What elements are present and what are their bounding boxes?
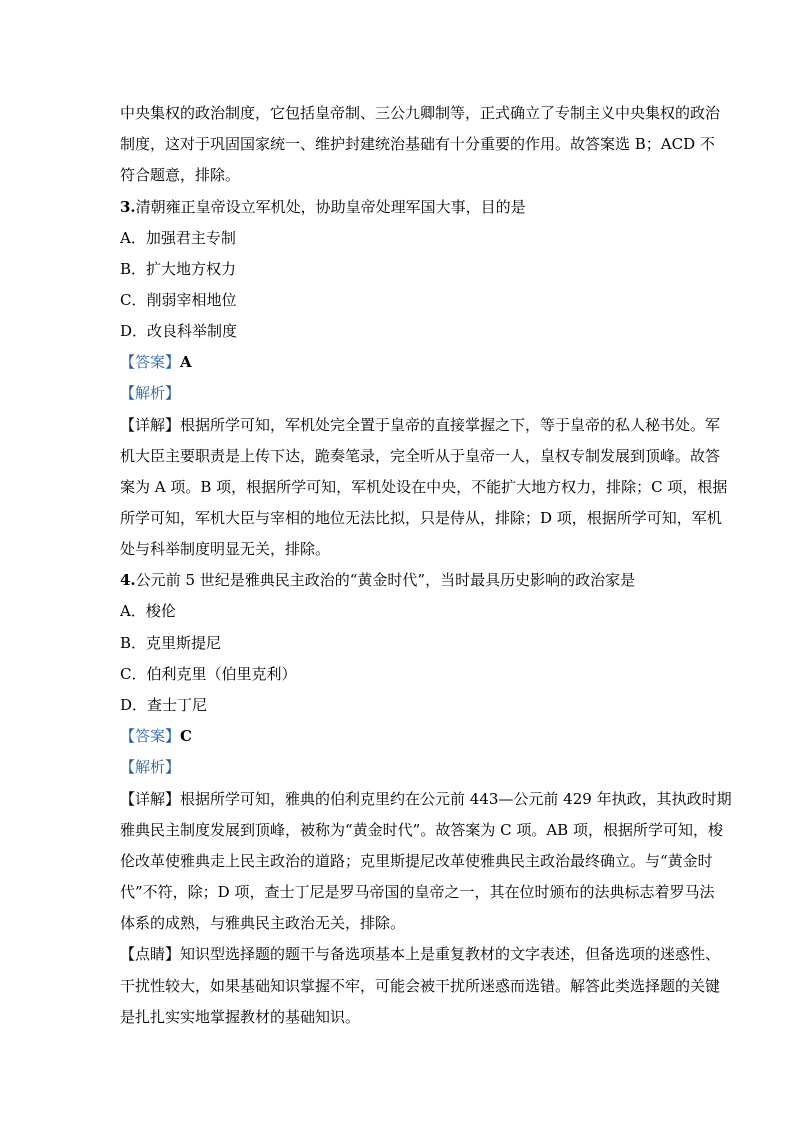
answer-tag: 【答案】 <box>120 353 181 371</box>
tip-tag: 【点睛】 <box>120 945 181 963</box>
option-c: C．削弱宰相地位 <box>120 291 237 309</box>
answer-line <box>120 352 676 372</box>
intro-line: 符合题意，排除。 <box>120 166 241 184</box>
answer-value: C <box>180 727 192 745</box>
intro-line: 制度，这对于巩固国家统一、维护封建统治基础有十分重要的作用。故答案选 B；ACD 不 <box>120 135 715 153</box>
question-text: 公元前 5 世纪是雅典民主政治的“黄金时代”，当时最具历史影响的政治家是 <box>135 571 636 589</box>
detail-tag: 【详解】 <box>120 416 181 434</box>
option-b: B．克里斯提尼 <box>120 634 222 652</box>
option-a: A．梭伦 <box>120 602 176 620</box>
detail-line <box>120 415 721 435</box>
detail-line: 所学可知，军机大臣与宰相的地位无法比拟，只是侍从，排除；D 项，根据所学可知，军机 <box>120 509 722 527</box>
question-number: 4. <box>120 571 136 589</box>
detail-line: 代”不符，除；D 项，查士丁尼是罗马帝国的皇帝之一，其在位时颁布的法典标志着罗马法 <box>120 883 715 901</box>
question-4-stem <box>120 570 676 590</box>
option-d: D．改良科举制度 <box>120 322 238 340</box>
detail-line: 伦改革使雅典走上民主政治的道路；克里斯提尼改革使雅典民主政治最终确立。与“黄金时 <box>120 852 713 870</box>
intro-line: 中央集权的政治制度，它包括皇帝制、三公九卿制等，正式确立了专制主义中央集权的政治 <box>120 104 721 122</box>
option-c: C．伯利克里（伯里克利） <box>120 665 297 683</box>
detail-line: 机大臣主要职责是上传下达，跪奏笔录，完全听从于皇帝一人，皇权专制发展到顶峰。故答 <box>120 447 721 465</box>
detail-text: 根据所学可知，军机处完全置于皇帝的直接掌握之下，等于皇帝的私人秘书处。军 <box>180 416 721 434</box>
detail-line: 案为 A 项。B 项，根据所学可知，军机处设在中央，不能扩大地方权力，排除；C 项，根据 <box>120 478 728 496</box>
question-number: 3. <box>120 198 136 216</box>
question-3-stem <box>120 197 676 217</box>
detail-tag: 【详解】 <box>120 790 181 808</box>
analysis-tag: 【解析】 <box>120 758 181 776</box>
detail-line: 体系的成熟，与雅典民主政治无关，排除。 <box>120 914 406 932</box>
analysis-tag: 【解析】 <box>120 384 181 402</box>
question-text: 清朝雍正皇帝设立军机处，协助皇帝处理军国大事，目的是 <box>135 198 526 216</box>
tip-line: 干扰性较大，如果基础知识掌握不牢，可能会被干扰所迷惑而选错。解答此类选择题的关键 <box>120 977 721 995</box>
option-d: D．查士丁尼 <box>120 696 208 714</box>
detail-text: 根据所学可知，雅典的伯利克里约在公元前 443—公元前 429 年执政，其执政时期 <box>180 790 732 808</box>
detail-line <box>120 789 732 809</box>
detail-line: 处与科举制度明显无关，排除。 <box>120 540 331 558</box>
answer-value: A <box>180 353 192 371</box>
option-a: A．加强君主专制 <box>120 229 236 247</box>
answer-tag: 【答案】 <box>120 727 181 745</box>
option-b: B．扩大地方权力 <box>120 260 237 278</box>
tip-line: 是扎扎实实地掌握教材的基础知识。 <box>120 1008 361 1026</box>
tip-text: 知识型选择题的题干与备选项基本上是重复教材的文字表述，但备选项的迷惑性、 <box>180 945 721 963</box>
tip-line <box>120 944 721 964</box>
detail-line: 雅典民主制度发展到顶峰，被称为“黄金时代”。故答案为 C 项。AB 项，根据所学可知，梭 <box>120 821 723 839</box>
answer-line <box>120 726 676 746</box>
